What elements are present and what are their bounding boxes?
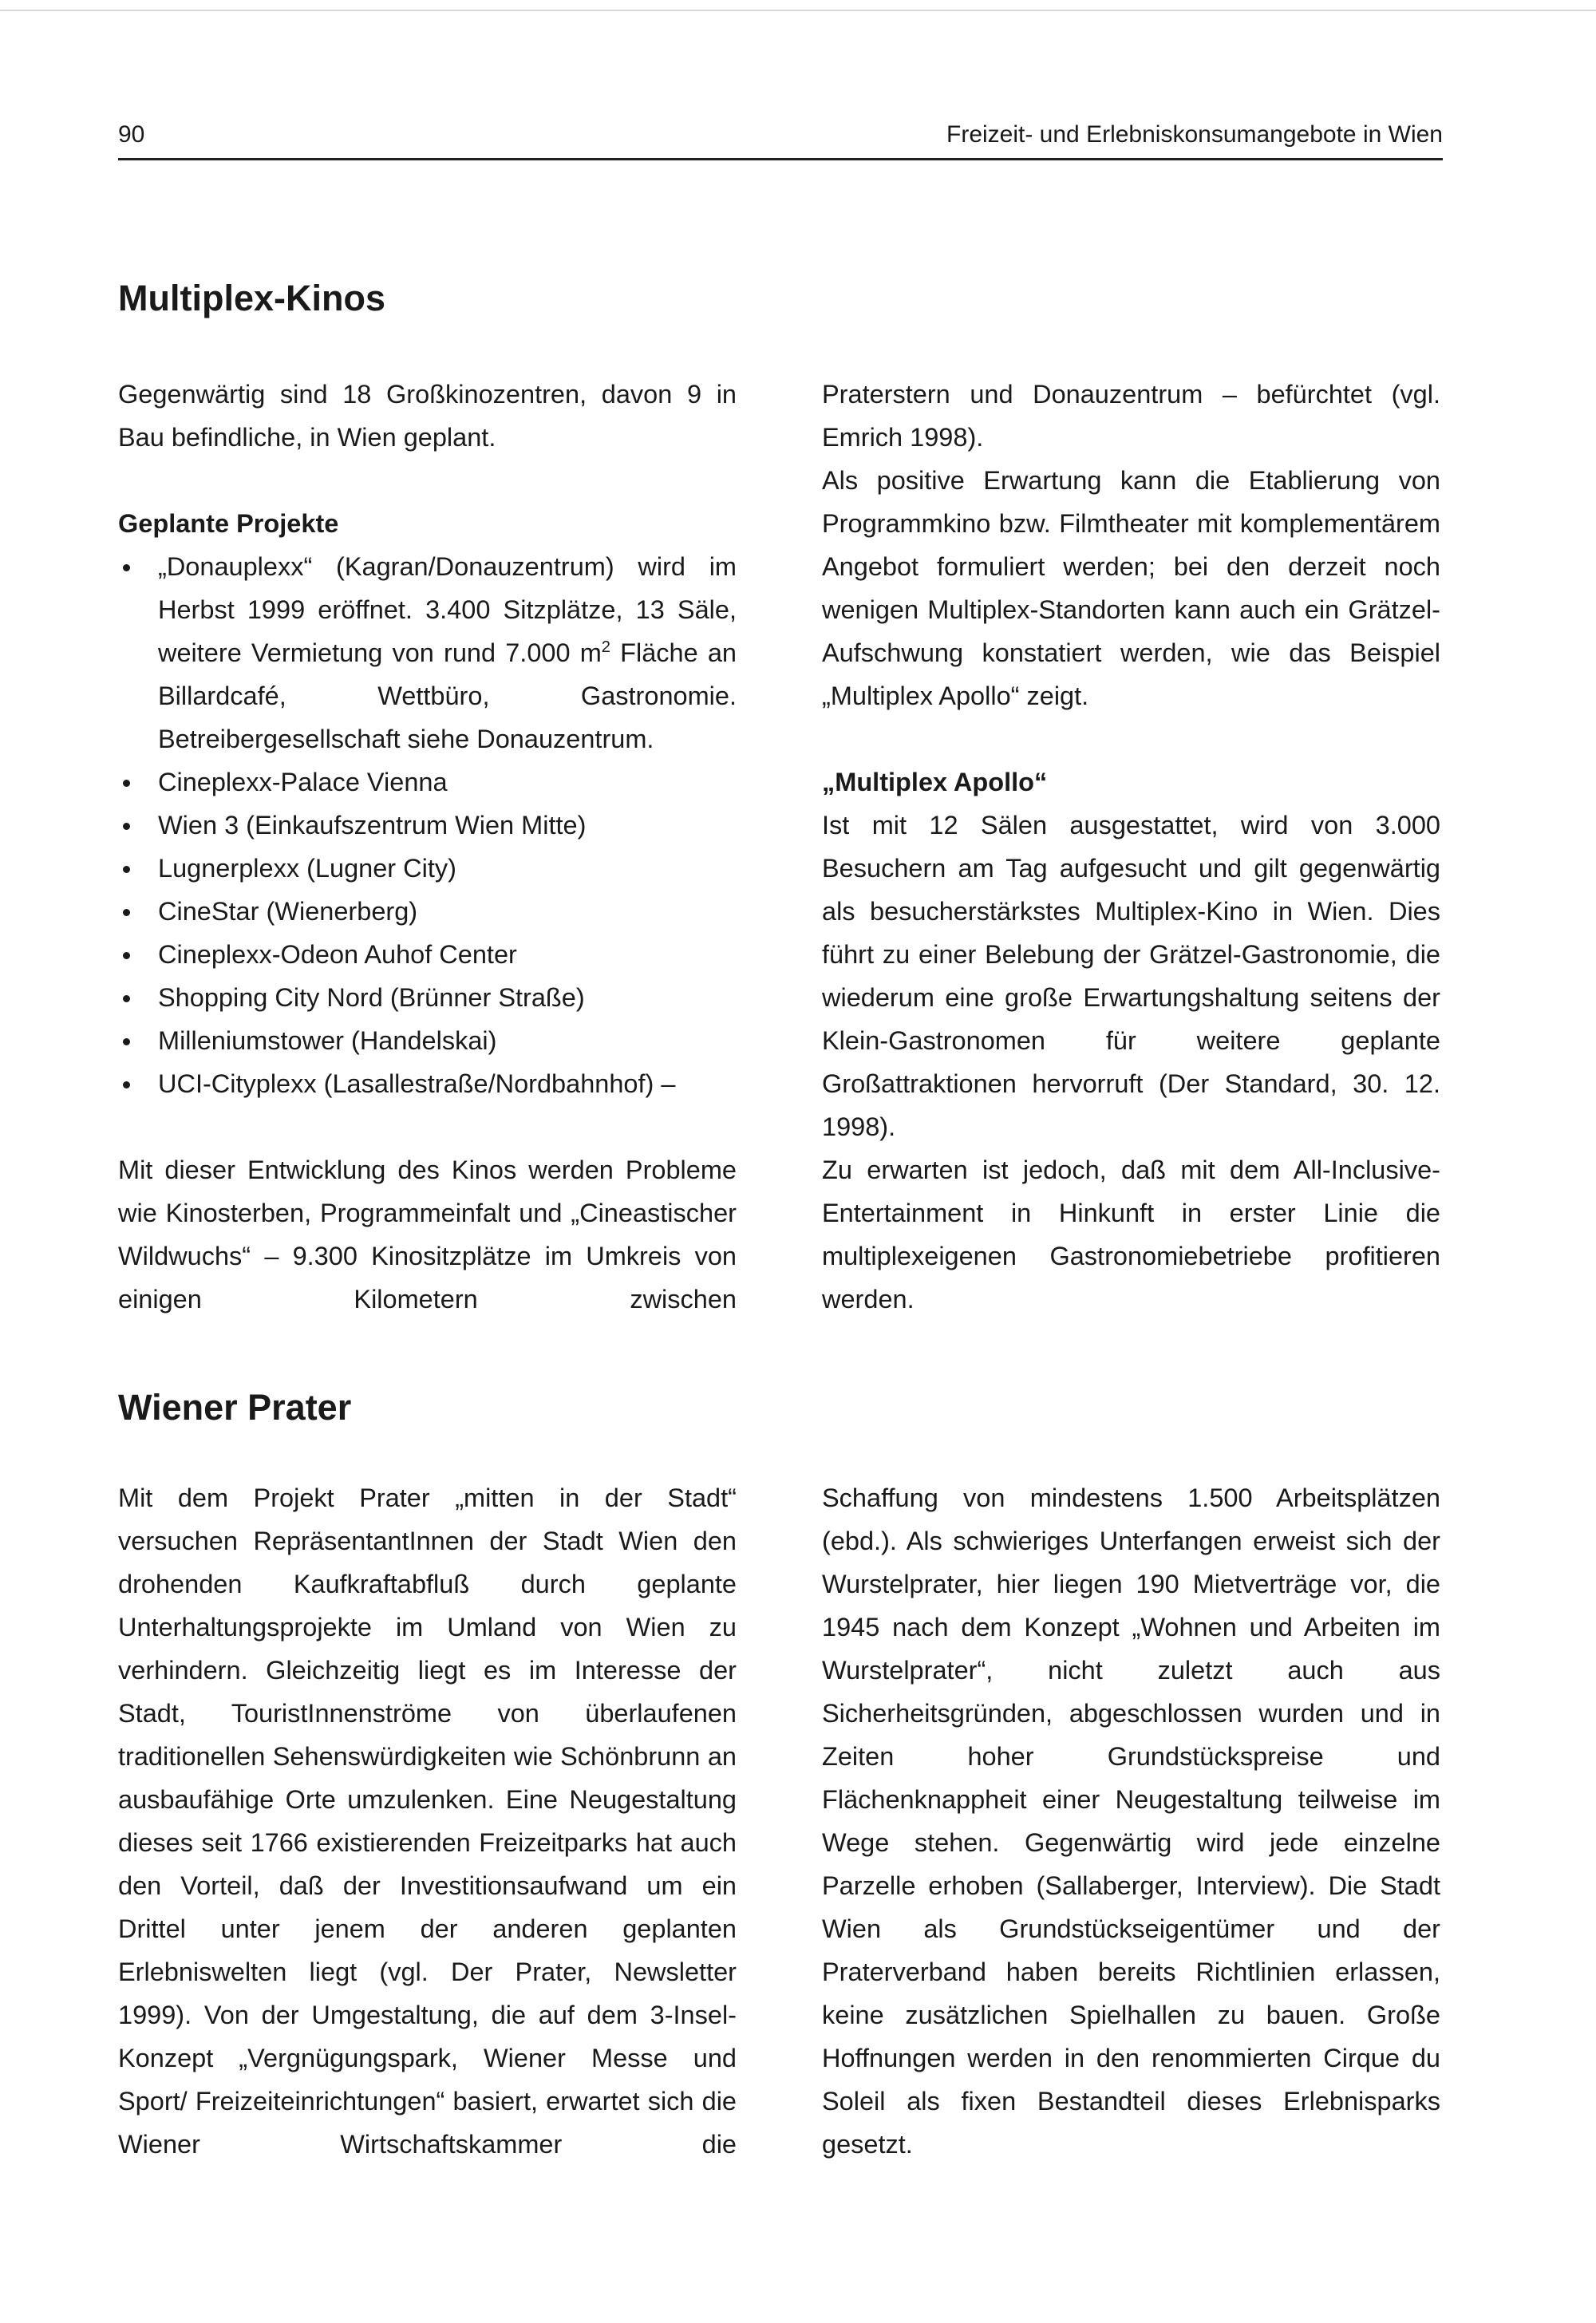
list-item: Wien 3 (Einkaufszentrum Wien Mitte) [118,804,737,847]
list-item: Shopping City Nord (Brünner Straße) [118,976,737,1019]
list-item-donauplexx [118,545,737,761]
projects-heading: Geplante Projekte [118,509,339,538]
running-title: Freizeit- und Erlebniskonsumangebote in Wien [946,121,1443,148]
apollo-heading: „Multiplex Apollo“ [822,768,1048,796]
list-item: Lugnerplexx (Lugner City) [118,847,737,890]
projects-list [118,545,737,1105]
donauplexx-text-cont: Fläche an Billardcafé, Wettbüro, Gastronomie. Betreibergesellschaft siehe Donauzentrum. [158,638,737,753]
prater-right-paragraph: Schaffung von mindestens 1.500 Arbeitsplätzen (ebd.). Als schwieriges Unterfangen erweist sich der Wurstelprater, hier liegen 190 Mietverträge vor, die 1945 nach dem Konzept „Wohnen und Arbeiten im Wurstelprater“, nicht zuletzt auch aus Sicherheitsgründen, abgeschlossen wurden und in Zeiten hoher Grundstückspreise und Flächenknappheit einer Neugestaltung teilweise im Wege stehen. Gegenwärtig wird jede einzelne Parzelle erhoben (Sallaberger, Interview). Die Stadt Wien als Grundstückseigentümer und der Praterverband haben bereits Richtlinien erlassen, keine zusätzlichen Spielhallen zu bauen. Große Hoffnungen werden in den renommierten Cirque du Soleil als fixen Bestandteil dieses Erlebnisparks gesetzt. [822,1483,1440,2159]
positive-paragraph: Als positive Erwartung kann die Etablierung von Programmkino bzw. Filmtheater mit komplementärem Angebot formuliert werden; bei den derzeit noch wenigen Multiplex-Standorten kann auch ein Grätzel-Aufschwung konstatiert werden, wie das Beispiel „Multiplex Apollo“ zeigt. [822,466,1440,710]
apollo-paragraph: Ist mit 12 Sälen ausgestattet, wird von 3.000 Besuchern am Tag aufgesucht und gilt gegenwärtig als besucherstärkstes Multiplex-Kino in Wien. Dies führt zu einer Belebung der Grätzel-Gastronomie, die wiederum eine große Erwartungshaltung seitens der Klein-Gastronomen für weitere geplante Großattraktionen hervorruft (Der Standard, 30. 12. 1998). [822,811,1440,1141]
page-header [118,118,1443,160]
prater-left-paragraph: Mit dem Projekt Prater „mitten in der Stadt“ versuchen RepräsentantInnen der Stadt Wien den drohenden Kaufkraftabfluß durch geplante Unterhaltungsprojekte im Umland von Wien zu verhindern. Gleichzeitig liegt es im Interesse der Stadt, TouristInnenströme von überlaufenen traditionellen Sehenswürdigkeiten wie Schönbrunn an ausbaufähige Orte umzulenken. Eine Neugestaltung dieses seit 1766 existierenden Freizeitparks hat auch den Vorteil, daß der Investitionsaufwand um ein Drittel unter jenem der anderen geplanten Erlebniswelten liegt (vgl. Der Prater, Newsletter 1999). Von der Umgestaltung, die auf dem 3-Insel-Konzept „Vergnügungspark, Wiener Messe und Sport/ Freizeiteinrichtungen“ basiert, erwartet sich die Wiener Wirtschaftskammer die [118,1483,737,2159]
list-item: Cineplexx-Palace Vienna [118,761,737,804]
spacer [822,717,1440,761]
list-item: Milleniumstower (Handelskai) [118,1019,737,1062]
spacer [118,459,737,502]
list-item: CineStar (Wienerberg) [118,890,737,933]
section-title-multiplex: Multiplex-Kinos [118,278,385,318]
multiplex-intro: Gegenwärtig sind 18 Großkinozentren, davon 9 in Bau befindliche, in Wien geplant. [118,380,737,452]
spacer [118,1105,737,1148]
prater-left-column [118,1476,737,2166]
page-number: 90 [118,121,145,148]
multiplex-right-column [822,373,1440,1321]
scan-edge-line [0,10,1596,11]
expected-paragraph: Zu erwarten ist jedoch, daß mit dem All-Inclusive-Entertainment in Hinkunft in erster Linie die multiplexeigenen Gastronomiebetriebe profitieren werden. [822,1156,1440,1314]
multiplex-left-column [118,373,737,1321]
superscript: 2 [601,638,610,657]
section-title-prater: Wiener Prater [118,1387,352,1428]
list-item: UCI-Cityplexx (Lasallestraße/Nordbahnhof) – [118,1062,737,1105]
donauplexx-text: „Donauplexx“ (Kagran/Donauzentrum) wird im Herbst 1999 eröffnet. 3.400 Sitzplätze, 13 Säle, weitere Vermietung von rund 7.000 m [158,552,737,667]
list-item: Cineplexx-Odeon Auhof Center [118,933,737,976]
continuation-paragraph: Praterstern und Donauzentrum – befürchtet (vgl. Emrich 1998). [822,380,1440,452]
prater-right-column [822,1476,1440,2166]
development-paragraph: Mit dieser Entwicklung des Kinos werden Probleme wie Kinosterben, Programmeinfalt und „Cineastischer Wildwuchs“ – 9.300 Kinositzplätze im Umkreis von einigen Kilometern zwischen [118,1156,737,1314]
